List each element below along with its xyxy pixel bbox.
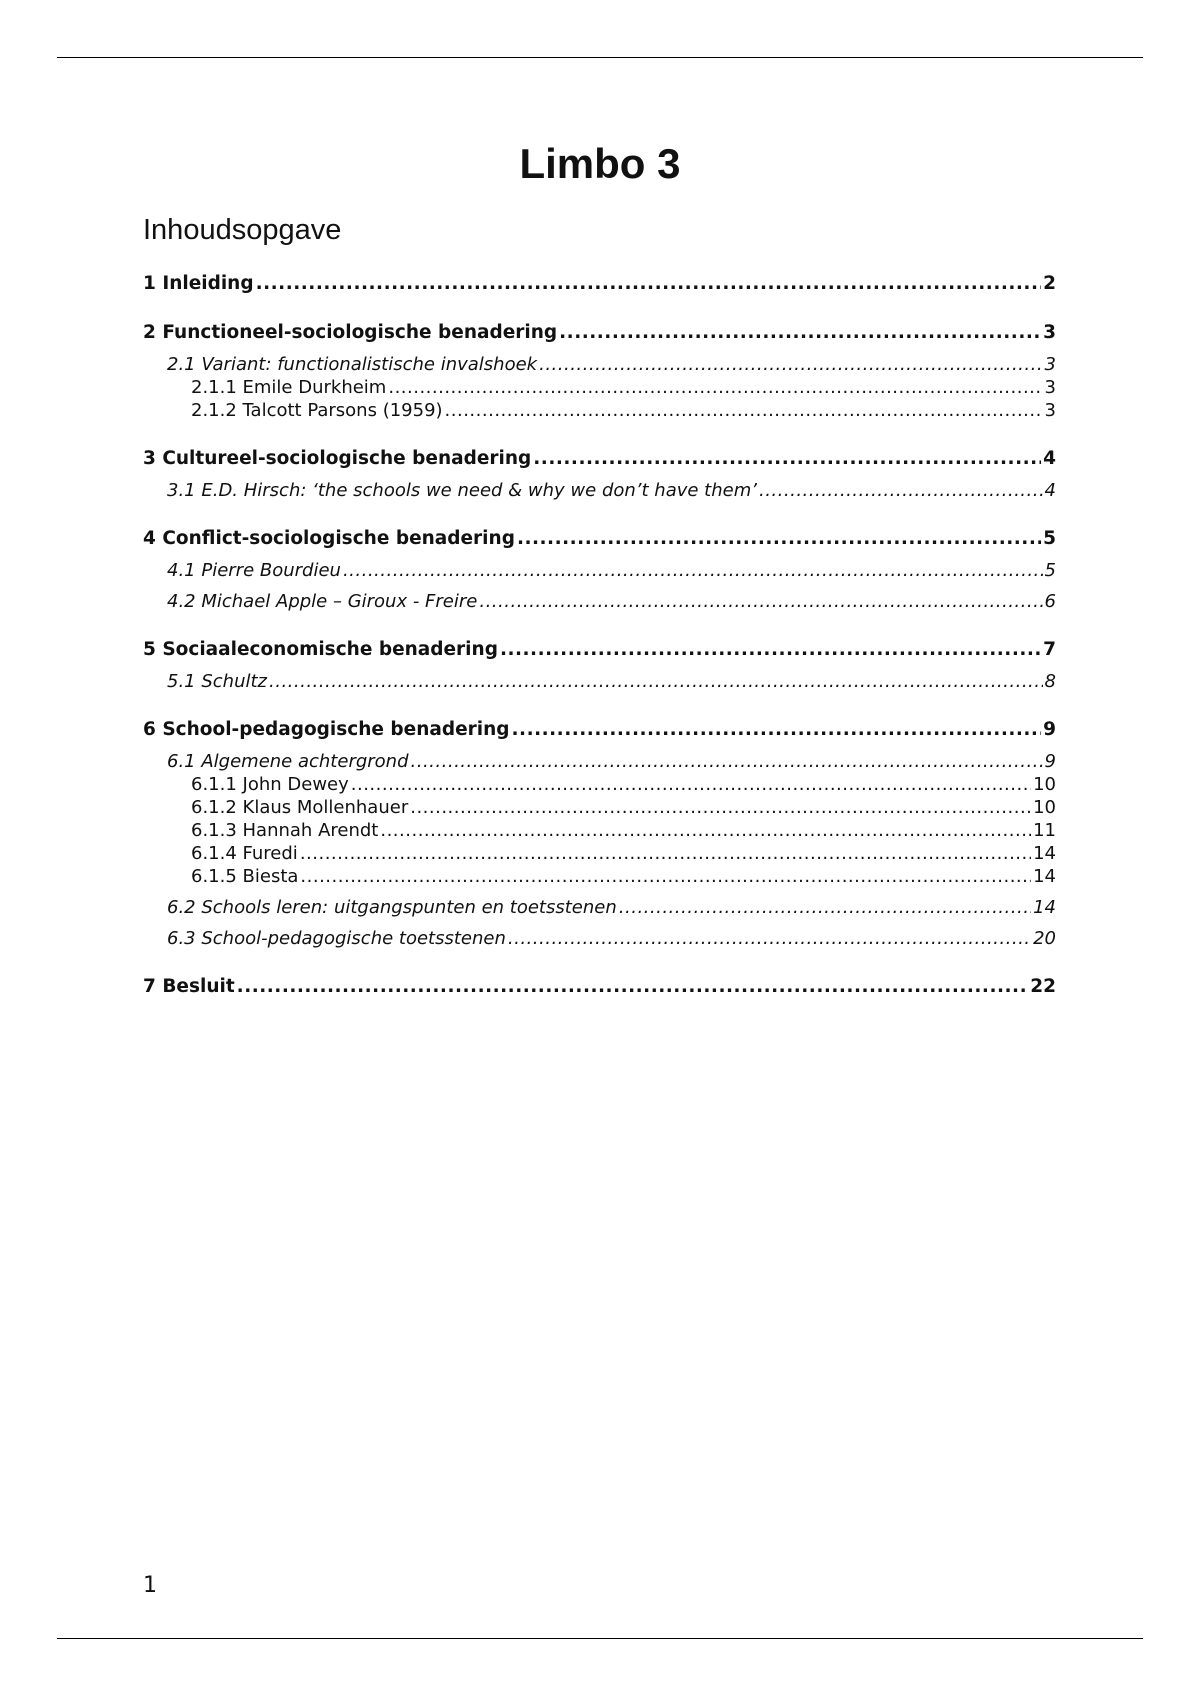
toc-entry-level-1[interactable] xyxy=(143,447,1056,471)
toc-leader-dots xyxy=(559,321,1041,345)
toc-leader-dots xyxy=(539,354,1042,376)
toc-entry-level-3[interactable] xyxy=(191,399,1056,422)
toc-entry-level-1[interactable] xyxy=(143,638,1056,662)
toc-leader-dots xyxy=(237,975,1029,999)
toc-entry-page: 10 xyxy=(1033,797,1056,818)
toc-entry-label: 6.1.4 Furedi xyxy=(191,843,298,864)
toc-entry-label: 6.1 Algemene achtergrond xyxy=(167,751,409,772)
toc-entry-level-3[interactable] xyxy=(191,796,1056,819)
toc-entry-page: 2 xyxy=(1043,273,1056,294)
toc-entry-label: 4.1 Pierre Bourdieu xyxy=(167,560,341,581)
toc-entry-page: 3 xyxy=(1043,322,1056,343)
toc-entry-page: 8 xyxy=(1044,671,1056,692)
toc-entry-label: 4.2 Michael Apple – Giroux - Freire xyxy=(167,591,478,612)
toc-entry-level-3[interactable] xyxy=(191,773,1056,796)
toc-entry-page: 22 xyxy=(1030,976,1056,997)
toc-entry-label: 6.1.2 Klaus Mollenhauer xyxy=(191,797,409,818)
toc-entry-page: 6 xyxy=(1044,591,1056,612)
toc-entry-label: 5.1 Schultz xyxy=(167,671,267,692)
toc-leader-dots xyxy=(300,865,1031,888)
toc-entry-page: 20 xyxy=(1033,928,1056,949)
toc-entry-page: 14 xyxy=(1033,897,1056,918)
page-number: 1 xyxy=(143,1573,157,1598)
toc-entry-page: 5 xyxy=(1043,528,1056,549)
toc-entry-page: 10 xyxy=(1033,774,1056,795)
toc-entry-page: 3 xyxy=(1044,354,1056,375)
toc-entry-page: 3 xyxy=(1044,400,1056,421)
toc-entry-page: 14 xyxy=(1033,843,1056,864)
toc-entry-label: 6 School-pedagogische benadering xyxy=(143,719,510,740)
toc-entry-label: 3.1 E.D. Hirsch: ‘the schools we need & why we don’t have them’ xyxy=(167,480,757,501)
toc-leader-dots xyxy=(445,399,1043,422)
toc-entry-page: 4 xyxy=(1043,448,1056,469)
toc-entry-level-3[interactable] xyxy=(191,865,1056,888)
toc-leader-dots xyxy=(411,751,1043,773)
toc-entry-level-2[interactable] xyxy=(167,751,1056,773)
toc-entry-label: 2 Functioneel-sociologische benadering xyxy=(143,322,558,343)
toc-entry-label: 6.2 Schools leren: uitgangspunten en toetsstenen xyxy=(167,897,617,918)
toc-entry-level-2[interactable] xyxy=(167,928,1056,950)
toc-entry-page: 7 xyxy=(1043,639,1056,660)
toc-entry-page: 14 xyxy=(1033,866,1056,887)
toc-leader-dots xyxy=(343,560,1043,582)
toc-entry-level-3[interactable] xyxy=(191,842,1056,865)
toc-leader-dots xyxy=(256,272,1042,296)
toc-entry-label: 1 Inleiding xyxy=(143,273,254,294)
toc-entry-page: 4 xyxy=(1044,480,1056,501)
toc-leader-dots xyxy=(500,638,1041,662)
toc-entry-page: 9 xyxy=(1044,751,1056,772)
toc-leader-dots xyxy=(388,376,1042,399)
toc-leader-dots xyxy=(479,591,1042,613)
toc-entry-page: 3 xyxy=(1044,377,1056,398)
toc-leader-dots xyxy=(300,842,1031,865)
footer-rule xyxy=(57,1638,1143,1639)
toc-entry-label: 7 Besluit xyxy=(143,976,235,997)
toc-entry-page: 5 xyxy=(1044,560,1056,581)
toc-entry-label: 2.1.2 Talcott Parsons (1959) xyxy=(191,400,443,421)
toc-leader-dots xyxy=(410,796,1031,819)
document-title: Limbo 3 xyxy=(519,140,681,187)
toc-entry-level-2[interactable] xyxy=(167,897,1056,919)
toc-leader-dots xyxy=(533,447,1041,471)
toc-leader-dots xyxy=(508,928,1031,950)
toc-entry-label: 6.1.1 John Dewey xyxy=(191,774,349,795)
toc-entry-level-1[interactable] xyxy=(143,527,1056,551)
header-rule xyxy=(57,57,1143,58)
toc-entry-label: 4 Conflict-sociologische benadering xyxy=(143,528,515,549)
toc-entry-level-2[interactable] xyxy=(167,671,1056,693)
toc-leader-dots xyxy=(269,671,1043,693)
toc-leader-dots xyxy=(380,819,1031,842)
toc-entry-level-2[interactable] xyxy=(167,591,1056,613)
toc-entry-level-2[interactable] xyxy=(167,560,1056,582)
toc-leader-dots xyxy=(351,773,1031,796)
toc-entry-level-3[interactable] xyxy=(191,376,1056,399)
toc-entry-page: 11 xyxy=(1033,820,1056,841)
toc-entry-label: 2.1 Variant: functionalistische invalshoek xyxy=(167,354,538,375)
toc-leader-dots xyxy=(759,480,1043,502)
toc-leader-dots xyxy=(619,897,1031,919)
toc-entry-level-1[interactable] xyxy=(143,718,1056,742)
toc-entry-level-1[interactable] xyxy=(143,321,1056,345)
toc-entry-label: 5 Sociaaleconomische benadering xyxy=(143,639,498,660)
toc-entry-level-2[interactable] xyxy=(167,354,1056,376)
toc-heading: Inhoudsopgave xyxy=(143,214,342,246)
toc-leader-dots xyxy=(517,527,1041,551)
toc-entry-label: 6.1.5 Biesta xyxy=(191,866,299,887)
table-of-contents xyxy=(143,272,1056,999)
toc-entry-level-1[interactable] xyxy=(143,975,1056,999)
toc-entry-level-1[interactable] xyxy=(143,272,1056,296)
toc-entry-label: 6.1.3 Hannah Arendt xyxy=(191,820,379,841)
toc-entry-level-3[interactable] xyxy=(191,819,1056,842)
toc-entry-label: 3 Cultureel-sociologische benadering xyxy=(143,448,532,469)
toc-entry-page: 9 xyxy=(1043,719,1056,740)
toc-entry-label: 6.3 School-pedagogische toetsstenen xyxy=(167,928,506,949)
toc-entry-label: 2.1.1 Emile Durkheim xyxy=(191,377,387,398)
toc-entry-level-2[interactable] xyxy=(167,480,1056,502)
toc-leader-dots xyxy=(512,718,1042,742)
